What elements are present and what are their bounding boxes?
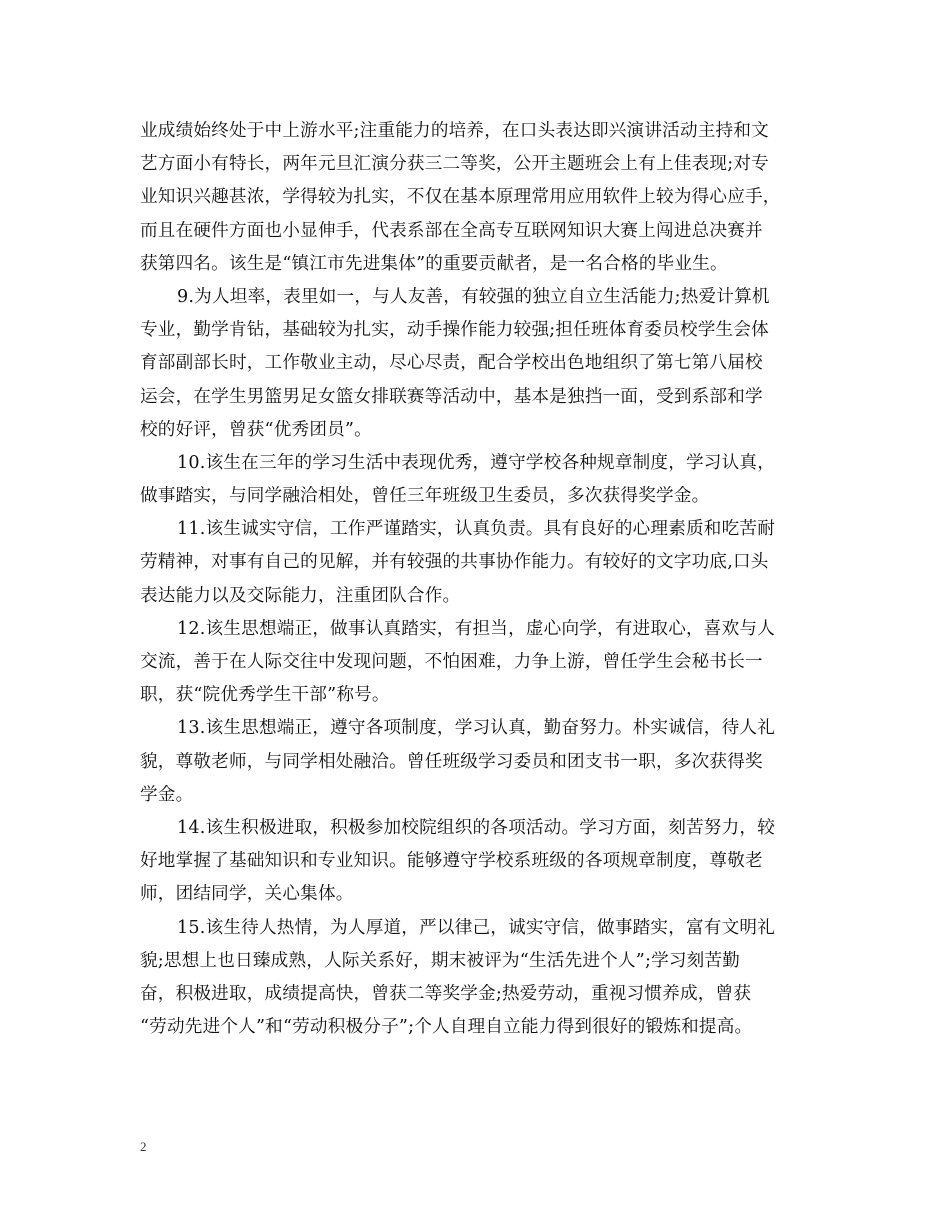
- text-line: 师，团结同学，关心集体。: [140, 884, 354, 905]
- text-line: 学金。: [140, 784, 194, 805]
- text-line: 职，获“院优秀学生干部”称号。: [140, 685, 390, 706]
- text-line: 好地掌握了基础知识和专业知识。能够遵守学校系班级的各项规章制度，尊敬老: [140, 851, 763, 872]
- text-line: 做事踏实，与同学融洽相处，曾任三年班级卫生委员，多次获得奖学金。: [140, 486, 710, 507]
- text-line: 貌，尊敬老师，与同学相处融洽。曾任班级学习委员和团支书一职，多次获得奖: [140, 751, 763, 772]
- text-line: 艺方面小有特长，两年元旦汇演分获三二等奖，公开主题班会上有上佳表现;对专: [140, 154, 769, 175]
- text-line: 业知识兴趣甚浓，学得较为扎实，不仅在基本原理常用应用软件上较为得心应手，: [140, 187, 781, 208]
- text-line: 奋，积极进取，成绩提高快，曾获二等奖学金;热爱劳动，重视习惯养成，曾获: [140, 983, 752, 1004]
- text-line: 育部副部长时，工作敬业主动，尽心尽责，配合学校出色地组织了第七第八届校: [140, 353, 763, 374]
- document-body: [140, 115, 830, 1044]
- text-line: 而且在硬件方面也小显伸手，代表系部在全高专互联网知识大赛上闯进总决赛并: [140, 220, 763, 241]
- paragraph-first-line: 10.该生在三年的学习生活中表现优秀，遵守学校各种规章制度，学习认真，: [177, 452, 775, 473]
- text-line: 表达能力以及交际能力，注重团队合作。: [140, 585, 461, 606]
- text-line: “劳动先进个人”和“劳动积极分子”;个人自理自立能力得到很好的锻炼和提高。: [140, 1017, 753, 1038]
- text-line: 业成绩始终处于中上游水平;注重能力的培养，在口头表达即兴演讲活动主持和文: [140, 121, 769, 141]
- text-line: 校的好评，曾获“优秀团员”。: [140, 419, 372, 440]
- text-line: 劳精神，对事有自己的见解，并有较强的共事协作能力。有较好的文字功底,口头: [140, 552, 769, 573]
- text-line: 交流，善于在人际交往中发现问题，不怕困难，力争上游，曾任学生会秘书长一: [140, 652, 763, 672]
- paragraph-first-line: 13.该生思想端正，遵守各项制度，学习认真，勤奋努力。朴实诚信，待人礼: [177, 718, 775, 739]
- text-line: 专业，勤学肯钻，基础较为扎实，动手操作能力较强;担任班体育委员校学生会体: [140, 320, 769, 341]
- paragraph-first-line: 11.该生诚实守信，工作严谨踏实，认真负责。具有良好的心理素质和吃苦耐: [177, 519, 775, 540]
- text-line: 貌;思想上也日臻成熟，人际关系好，期末被评为“生活先进个人”;学习刻苦勤: [140, 950, 741, 971]
- text-line: 运会，在学生男篮男足女篮女排联赛等活动中，基本是独挡一面，受到系部和学: [140, 386, 763, 407]
- paragraph-first-line: 15.该生待人热情，为人厚道，严以律己，诚实守信，做事踏实，富有文明礼: [177, 917, 775, 938]
- paragraph-first-line: 12.该生思想端正，做事认真踏实，有担当，虚心向学，有进取心，喜欢与人: [177, 618, 775, 639]
- page-number: 2: [140, 1139, 147, 1154]
- paragraph-first-line: 14.该生积极进取，积极参加校院组织的各项活动。学习方面，刻苦努力，较: [177, 817, 775, 838]
- text-line: 获第四名。该生是“镇江市先进集体”的重要贡献者，是一名合格的毕业生。: [140, 253, 728, 274]
- paragraph-first-line: 9.为人坦率，表里如一，与人友善，有较强的独立自立生活能力;热爱计算机: [177, 286, 770, 307]
